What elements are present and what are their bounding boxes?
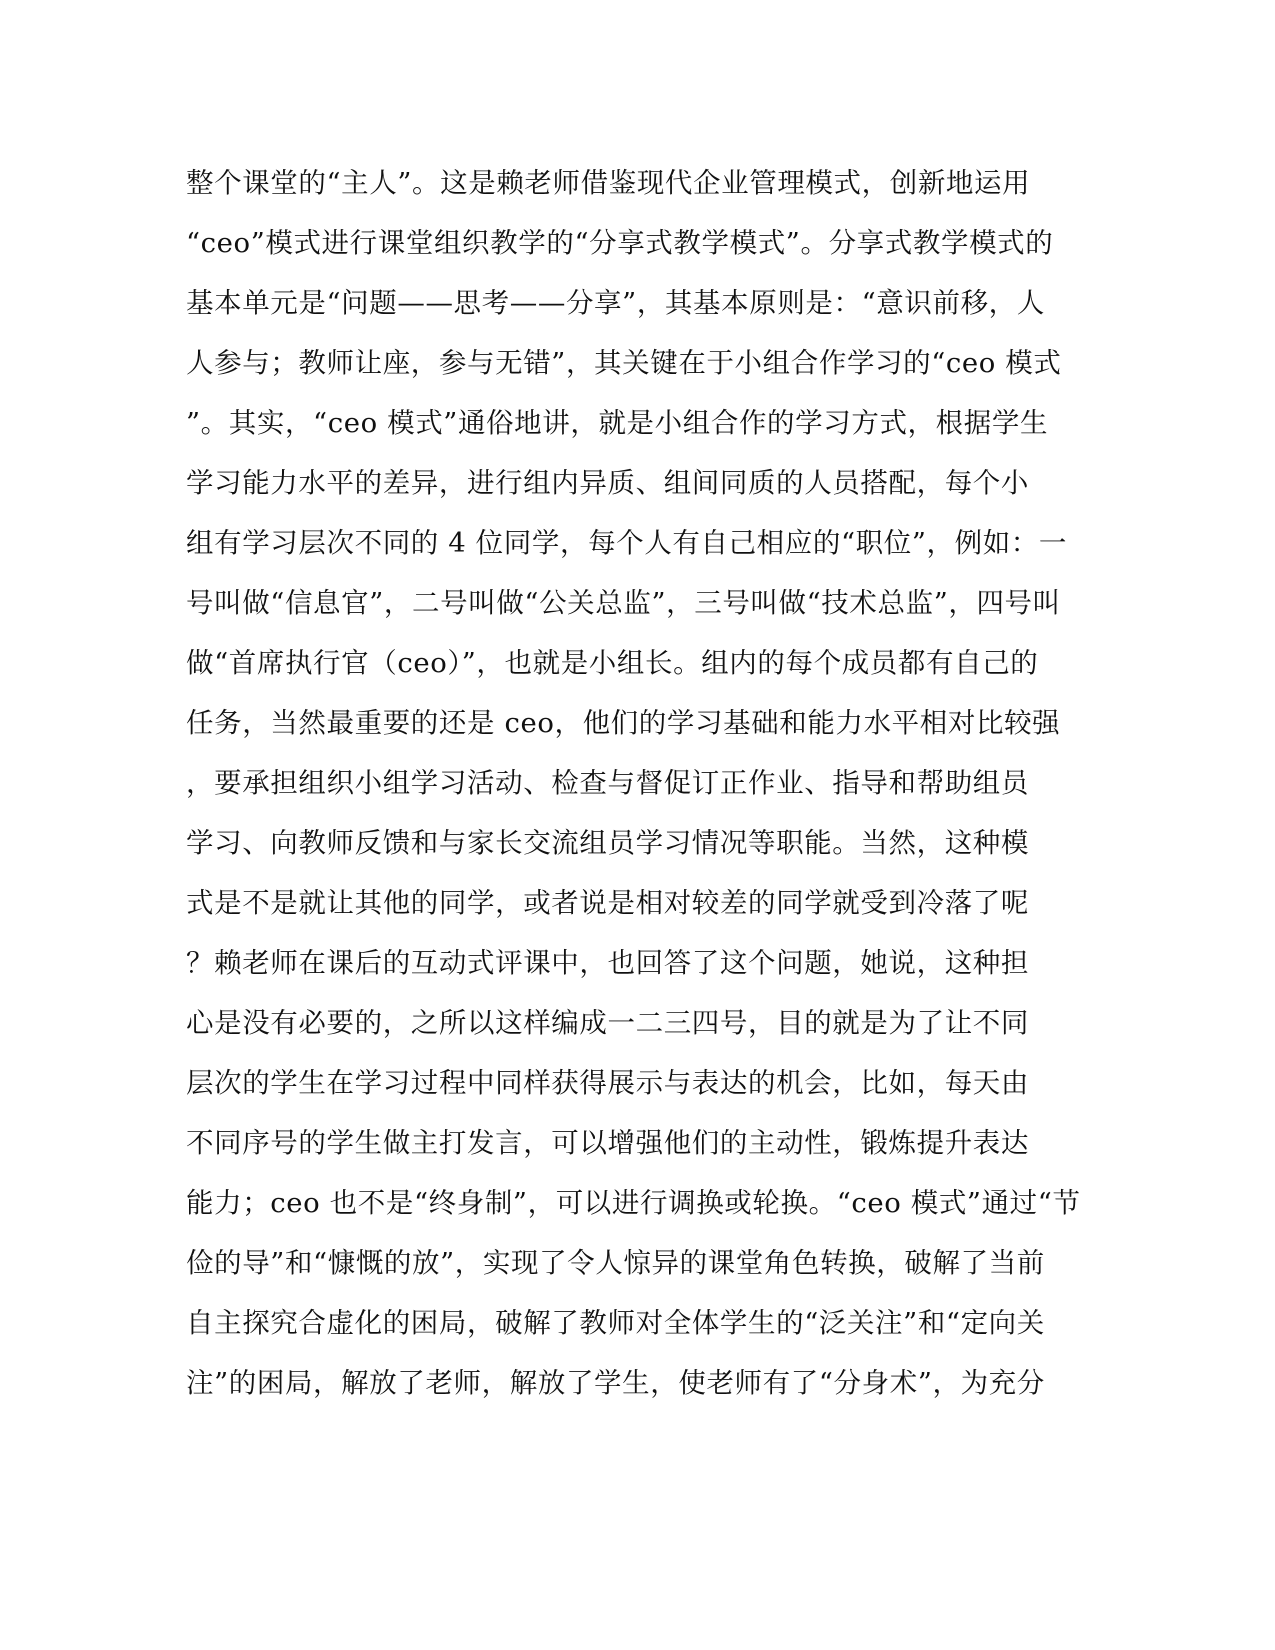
text-line: 注”的困局，解放了老师，解放了学生，使老师有了“分身术”，为充分: [186, 1367, 1045, 1399]
text-line: 号叫做“信息官”，二号叫做“公关总监”，三号叫做“技术总监”，四号叫: [186, 587, 1061, 619]
text-line: 自主探究合虚化的困局，破解了教师对全体学生的“泛关注”和“定向关: [186, 1307, 1045, 1339]
text-line: 学习能力水平的差异，进行组内异质、组间同质的人员搭配，每个小: [186, 467, 1029, 499]
text-line: ”。其实，“ceo 模式”通俗地讲，就是小组合作的学习方式，根据学生: [186, 407, 1049, 439]
text-line: 不同序号的学生做主打发言，可以增强他们的主动性，锻炼提升表达: [186, 1127, 1029, 1159]
text-line: 心是没有必要的，之所以这样编成一二三四号，目的就是为了让不同: [186, 1007, 1029, 1039]
text-line: 人参与；教师让座，参与无错”，其关键在于小组合作学习的“ceo 模式: [186, 347, 1062, 379]
body-text: [186, 164, 1081, 1424]
text-line: 层次的学生在学习过程中同样获得展示与表达的机会，比如，每天由: [186, 1067, 1029, 1099]
text-line: ，要承担组织小组学习活动、检查与督促订正作业、指导和帮助组员: [186, 767, 1029, 799]
text-line: 能力；ceo 也不是“终身制”，可以进行调换或轮换。“ceo 模式”通过“节: [186, 1187, 1081, 1219]
text-line: 俭的导”和“慷慨的放”，实现了令人惊异的课堂角色转换，破解了当前: [186, 1247, 1045, 1279]
text-line: 组有学习层次不同的 4 位同学，每个人有自己相应的“职位”，例如：一: [186, 527, 1067, 559]
text-line: 式是不是就让其他的同学，或者说是相对较差的同学就受到冷落了呢: [186, 887, 1029, 919]
text-line: 学习、向教师反馈和与家长交流组员学习情况等职能。当然，这种模: [186, 827, 1029, 859]
text-line: “ceo”模式进行课堂组织教学的“分享式教学模式”。分享式教学模式的: [186, 227, 1054, 259]
text-line: 基本单元是“问题——思考——分享”，其基本原则是：“意识前移，人: [186, 287, 1045, 319]
text-line: 做“首席执行官（ceo）”，也就是小组长。组内的每个成员都有自己的: [186, 647, 1039, 679]
text-line: 整个课堂的“主人”。这是赖老师借鉴现代企业管理模式，创新地运用: [186, 167, 1031, 199]
text-line: ？赖老师在课后的互动式评课中，也回答了这个问题，她说，这种担: [186, 947, 1029, 979]
text-line: 任务，当然最重要的还是 ceo，他们的学习基础和能力水平相对比较强: [186, 707, 1061, 739]
